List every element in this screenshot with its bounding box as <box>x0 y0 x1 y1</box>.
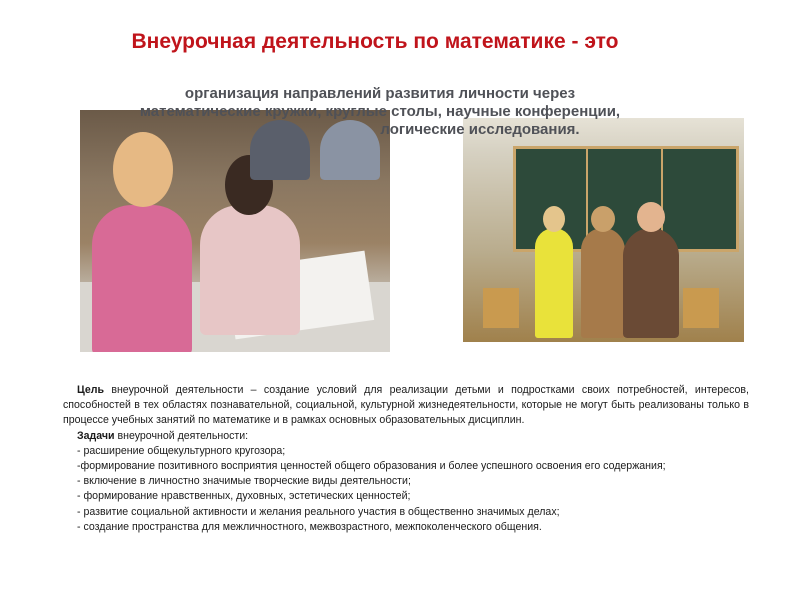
tasks-heading <box>63 429 749 444</box>
task-item: - расширение общекультурного кругозора; <box>77 444 286 457</box>
task-item: - развитие социальной активности и желания реального участия в общественно значимых делах; <box>77 505 560 518</box>
body-text <box>63 383 749 535</box>
task-item: - включение в личностно значимые творческие виды деятельности; <box>77 475 411 488</box>
student-head <box>637 202 665 232</box>
task-item: -формирование позитивного восприятия ценностей общего образования и более успешного освоения его содержания; <box>77 460 666 473</box>
student-head <box>543 206 565 232</box>
slide-subtitle <box>80 85 680 139</box>
chair <box>683 288 719 328</box>
student-girl-left <box>92 205 192 352</box>
subtitle-line-2: математические кружки, круглые столы, научные конференции, <box>139 103 621 120</box>
goal-paragraph <box>63 383 749 429</box>
student-girl-right <box>200 205 300 335</box>
task-item: - формирование нравственных, духовных, эстетических ценностей; <box>77 490 411 503</box>
subtitle-line-3: логические исследования. <box>380 121 580 138</box>
subtitle-line-1: организация направлений развития личности через <box>184 85 576 102</box>
student-fur <box>581 228 625 338</box>
student-head-left <box>113 132 173 207</box>
student-head <box>591 206 615 232</box>
classroom-students-photo <box>80 110 390 352</box>
student-boy <box>623 228 679 338</box>
chair <box>483 288 519 328</box>
students-at-blackboard-photo <box>463 118 744 342</box>
student-yellow <box>535 228 573 338</box>
goal-label: Цель <box>77 384 105 396</box>
task-item: - создание пространства для межличностного, межвозрастного, межпоколенческого общения. <box>77 520 542 533</box>
slide-title: Внеурочная деятельность по математике - это <box>131 30 619 53</box>
tasks-text: внеурочной деятельности: <box>114 429 249 442</box>
goal-text: внеурочной деятельности – создание условий для реализации детьми и подростками своих потребностей, интересов, способностей в тех областях познавательной, социальной, культурной жизнедеятельности, которые не могут быть реализованы только в процессе учебных занятий по математике и в рамках основных образовательных дисциплин. <box>63 384 749 427</box>
tasks-label: Задачи <box>77 429 115 442</box>
